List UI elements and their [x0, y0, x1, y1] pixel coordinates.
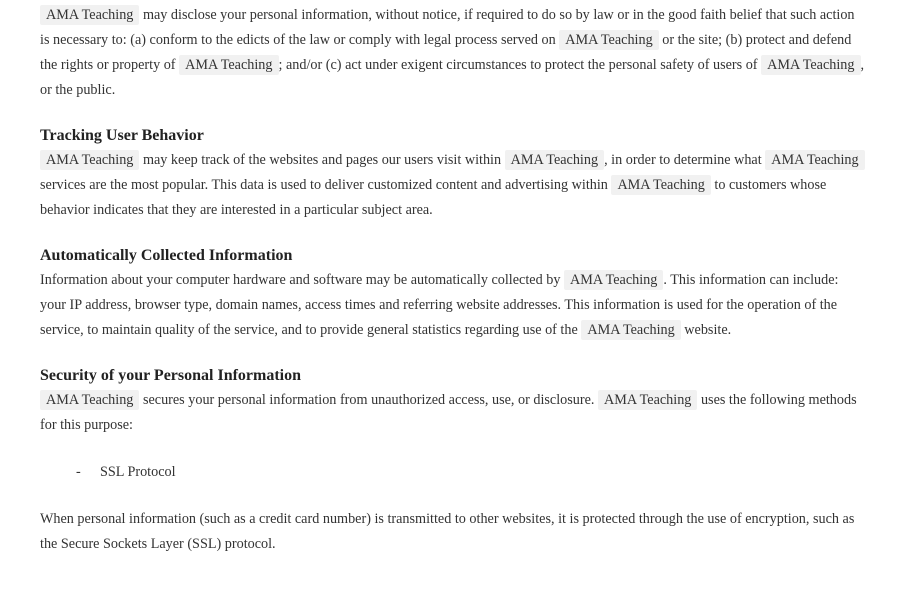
tracking-text-3: services are the most popular. This data is used to deliver customized content and advertising within: [40, 177, 608, 193]
tracking-heading: Tracking User Behavior: [40, 127, 204, 144]
tracking-paragraph: [40, 148, 867, 223]
auto-text-3: website.: [684, 322, 732, 338]
auto-text-2: . This information can include: your IP address, browser type, domain names, access times and referring website addresses. This information is used for the operation of the service, to maintain quality of the service, and to provide general statistics regarding use of the: [40, 272, 839, 338]
auto-text-1: Information about your computer hardware and software may be automatically collected by: [40, 272, 561, 288]
security-paragraph: [40, 388, 867, 438]
list-dash-marker: -: [76, 464, 81, 480]
brand-tag: AMA Teaching: [581, 320, 680, 340]
brand-tag: AMA Teaching: [40, 5, 139, 25]
brand-tag: AMA Teaching: [761, 55, 860, 75]
security-text-1: secures your personal information from unauthorized access, use, or disclosure.: [142, 392, 595, 408]
disclosure-text-4: , or the public.: [40, 57, 865, 98]
security-text-2: uses the following methods for this purpose:: [40, 392, 857, 433]
security-heading: Security of your Personal Information: [40, 367, 302, 384]
brand-tag: AMA Teaching: [564, 270, 663, 290]
brand-tag: AMA Teaching: [179, 55, 278, 75]
auto-collected-heading: Automatically Collected Information: [40, 247, 293, 264]
brand-tag: AMA Teaching: [505, 150, 604, 170]
brand-tag: AMA Teaching: [40, 150, 139, 170]
tracking-text-4: to customers whose behavior indicates that they are interested in a particular subject area.: [40, 177, 827, 218]
brand-tag: AMA Teaching: [40, 390, 139, 410]
list-item-label: SSL Protocol: [100, 464, 176, 480]
encryption-paragraph: When personal information (such as a credit card number) is transmitted to other websites, it is protected through the use of encryption, such as the Secure Sockets Layer (SSL) protocol.: [40, 511, 855, 552]
brand-tag: AMA Teaching: [559, 30, 658, 50]
disclosure-text-2: or the site; (b) protect and defend the rights or property of: [40, 32, 852, 73]
disclosure-paragraph: [40, 3, 867, 103]
list-item: [76, 460, 867, 485]
disclosure-text-1: may disclose your personal information, without notice, if required to do so by law or in the good faith belief that such action is necessary to: (a) conform to the edicts of the law or comply with legal process served on: [40, 7, 855, 48]
tracking-text-1: may keep track of the websites and pages our users visit within: [142, 152, 502, 168]
brand-tag: AMA Teaching: [611, 175, 710, 195]
auto-collected-paragraph: [40, 268, 867, 343]
security-methods-list: [40, 460, 867, 485]
brand-tag: AMA Teaching: [765, 150, 864, 170]
tracking-text-2: , in order to determine what: [604, 152, 762, 168]
brand-tag: AMA Teaching: [598, 390, 697, 410]
disclosure-text-3: ; and/or (c) act under exigent circumstances to protect the personal safety of users of: [278, 57, 758, 73]
